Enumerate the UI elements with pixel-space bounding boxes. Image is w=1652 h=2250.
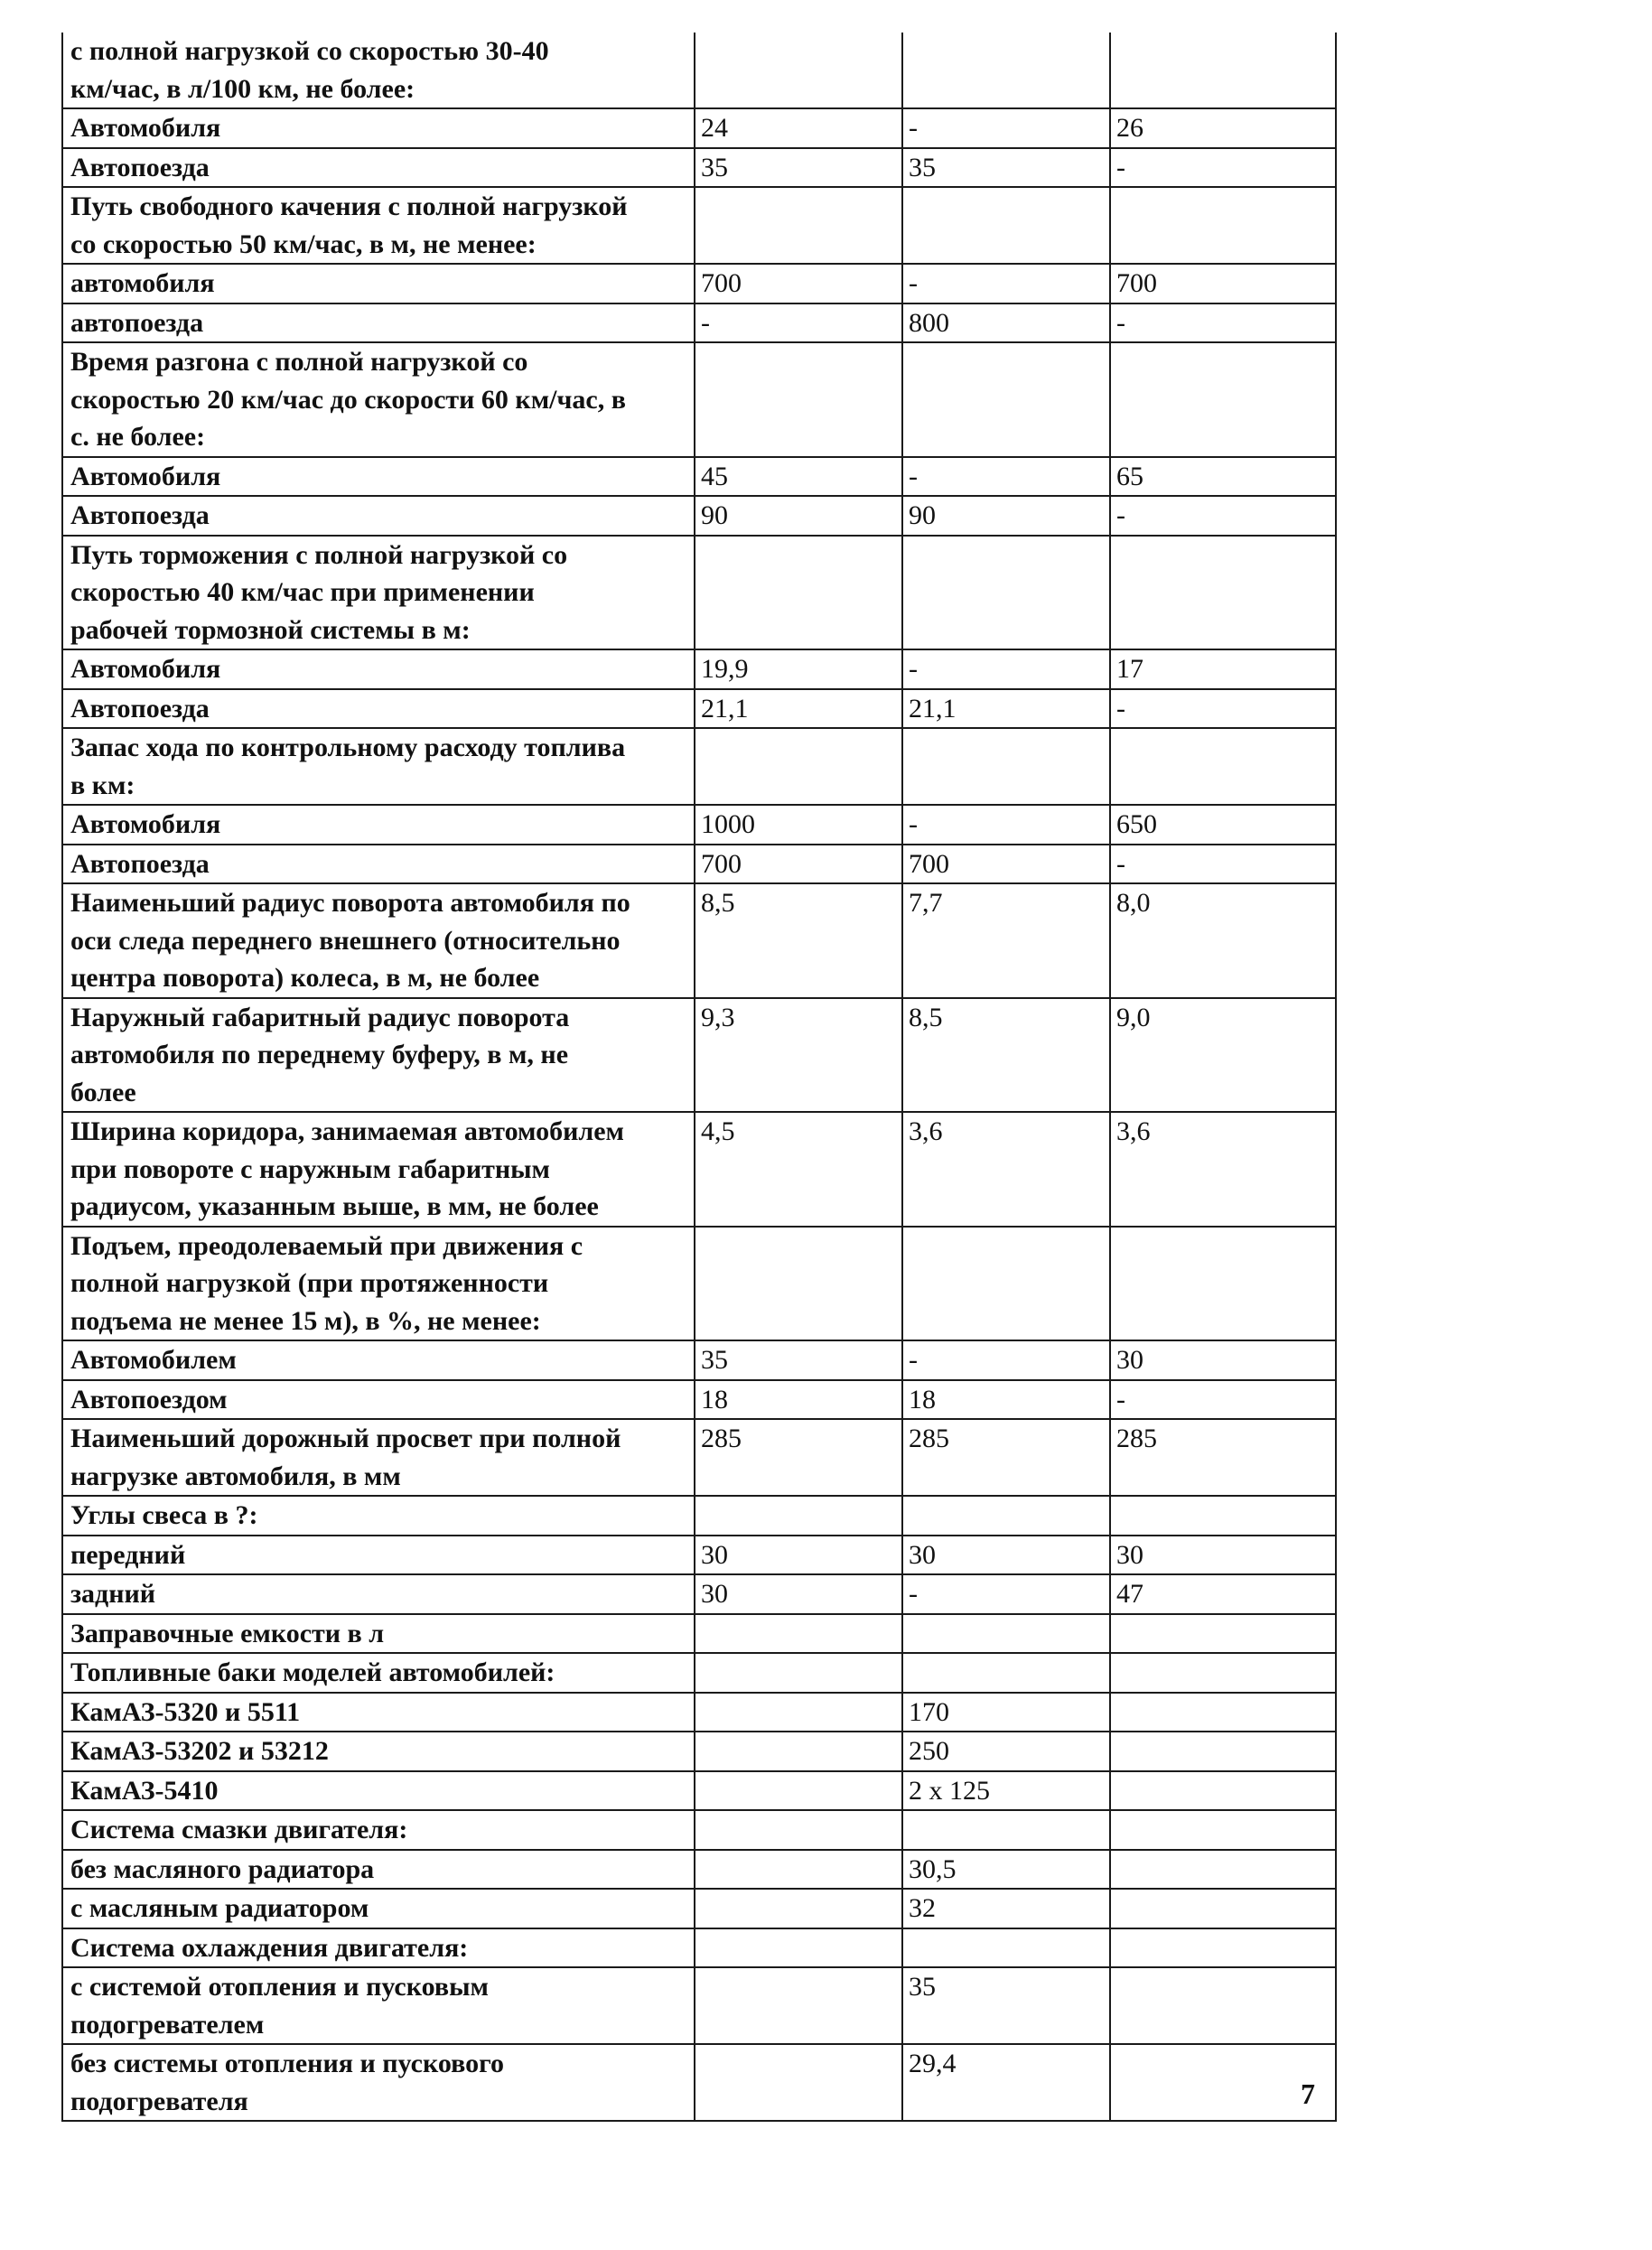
value-column-2: 35 xyxy=(902,1967,1110,2044)
value-column-3 xyxy=(1110,1496,1336,1536)
table-row xyxy=(62,1112,1336,1227)
row-label: КамАЗ-53202 и 53212 xyxy=(62,1732,695,1771)
value-column-1: 700 xyxy=(695,264,902,303)
value-column-3: 8,0 xyxy=(1110,883,1336,998)
row-label: КамАЗ-5410 xyxy=(62,1771,695,1811)
row-label: Автомобиля xyxy=(62,457,695,497)
row-label: с системой отопления и пусковым подогревателем xyxy=(62,1967,695,2044)
value-column-2: 170 xyxy=(902,1693,1110,1732)
value-column-2 xyxy=(902,1810,1110,1850)
value-column-1 xyxy=(695,1227,902,1341)
value-column-1 xyxy=(695,187,902,264)
value-column-1: 35 xyxy=(695,148,902,188)
value-column-1: 21,1 xyxy=(695,689,902,729)
value-column-3: 26 xyxy=(1110,108,1336,148)
table-row xyxy=(62,1928,1336,1968)
value-column-2: 21,1 xyxy=(902,689,1110,729)
row-label: автомобиля xyxy=(62,264,695,303)
row-label: Ширина коридора, занимаемая автомобилем при повороте с наружным габаритным радиусом, указанным выше, в мм, не более xyxy=(62,1112,695,1227)
value-column-1: 45 xyxy=(695,457,902,497)
table-row xyxy=(62,1693,1336,1732)
value-column-3: - xyxy=(1110,303,1336,343)
value-column-3 xyxy=(1110,1732,1336,1771)
value-column-2: - xyxy=(902,1340,1110,1380)
row-label: Путь торможения с полной нагрузкой со скоростью 40 км/час при применении рабочей тормозной системы в м: xyxy=(62,536,695,650)
value-column-2 xyxy=(902,1496,1110,1536)
value-column-3: 3,6 xyxy=(1110,1112,1336,1227)
value-column-2: 35 xyxy=(902,148,1110,188)
value-column-3 xyxy=(1110,1889,1336,1928)
value-column-1 xyxy=(695,1889,902,1928)
value-column-3: 9,0 xyxy=(1110,998,1336,1113)
value-column-3: - xyxy=(1110,689,1336,729)
value-column-1 xyxy=(695,728,902,805)
value-column-3 xyxy=(1110,1967,1336,2044)
value-column-2: 250 xyxy=(902,1732,1110,1771)
value-column-1: 19,9 xyxy=(695,649,902,689)
value-column-1: 90 xyxy=(695,496,902,536)
table-row xyxy=(62,1496,1336,1536)
table-row xyxy=(62,1850,1336,1890)
value-column-3 xyxy=(1110,1810,1336,1850)
value-column-2: - xyxy=(902,1574,1110,1614)
table-row xyxy=(62,1614,1336,1654)
value-column-1: 700 xyxy=(695,845,902,884)
value-column-3: 285 xyxy=(1110,1419,1336,1496)
table-row xyxy=(62,728,1336,805)
table-row xyxy=(62,1380,1336,1420)
table-row xyxy=(62,883,1336,998)
value-column-1: 285 xyxy=(695,1419,902,1496)
table-row xyxy=(62,1967,1336,2044)
value-column-2: 800 xyxy=(902,303,1110,343)
value-column-2 xyxy=(902,342,1110,457)
value-column-3 xyxy=(1110,1227,1336,1341)
value-column-2: 29,4 xyxy=(902,2044,1110,2121)
value-column-1 xyxy=(695,1850,902,1890)
value-column-1: 9,3 xyxy=(695,998,902,1113)
value-column-1 xyxy=(695,1693,902,1732)
value-column-2 xyxy=(902,536,1110,650)
row-label: Автопоезда xyxy=(62,148,695,188)
value-column-3: 30 xyxy=(1110,1340,1336,1380)
value-column-3 xyxy=(1110,728,1336,805)
table-row xyxy=(62,1574,1336,1614)
value-column-1 xyxy=(695,342,902,457)
value-column-2 xyxy=(902,1614,1110,1654)
row-label: Автомобиля xyxy=(62,649,695,689)
row-label: Подъем, преодолеваемый при движения с полной нагрузкой (при протяженности подъема не менее 15 м), в %, не менее: xyxy=(62,1227,695,1341)
value-column-1 xyxy=(695,1614,902,1654)
value-column-3: - xyxy=(1110,496,1336,536)
value-column-3 xyxy=(1110,1850,1336,1890)
value-column-1: 35 xyxy=(695,1340,902,1380)
row-label: задний xyxy=(62,1574,695,1614)
table-row xyxy=(62,33,1336,108)
value-column-3: 17 xyxy=(1110,649,1336,689)
table-row xyxy=(62,187,1336,264)
value-column-2: - xyxy=(902,805,1110,845)
value-column-1 xyxy=(695,2044,902,2121)
row-label: Время разгона с полной нагрузкой со скоростью 20 км/час до скорости 60 км/час, в с. не более: xyxy=(62,342,695,457)
row-label: Автопоезда xyxy=(62,496,695,536)
row-label: Заправочные емкости в л xyxy=(62,1614,695,1654)
value-column-3 xyxy=(1110,1653,1336,1693)
table-row xyxy=(62,148,1336,188)
table-row xyxy=(62,536,1336,650)
value-column-2: - xyxy=(902,264,1110,303)
table-row xyxy=(62,689,1336,729)
row-label: Наружный габаритный радиус поворота автомобиля по переднему буферу, в м, не более xyxy=(62,998,695,1113)
value-column-3: - xyxy=(1110,1380,1336,1420)
value-column-2: 7,7 xyxy=(902,883,1110,998)
value-column-3 xyxy=(1110,187,1336,264)
value-column-3 xyxy=(1110,33,1336,108)
row-label: Автопоездом xyxy=(62,1380,695,1420)
row-label: с масляным радиатором xyxy=(62,1889,695,1928)
value-column-2 xyxy=(902,1653,1110,1693)
specifications-table-body xyxy=(62,33,1336,2121)
row-label: Система охлаждения двигателя: xyxy=(62,1928,695,1968)
value-column-1: 4,5 xyxy=(695,1112,902,1227)
value-column-1: - xyxy=(695,303,902,343)
table-row xyxy=(62,1340,1336,1380)
row-label: Система смазки двигателя: xyxy=(62,1810,695,1850)
table-row xyxy=(62,998,1336,1113)
row-label: без системы отопления и пускового подогревателя xyxy=(62,2044,695,2121)
row-label: Автомобилем xyxy=(62,1340,695,1380)
value-column-1: 8,5 xyxy=(695,883,902,998)
row-label: с полной нагрузкой со скоростью 30-40 км/час, в л/100 км, не более: xyxy=(62,33,695,108)
table-row xyxy=(62,1227,1336,1341)
value-column-1 xyxy=(695,1928,902,1968)
table-row xyxy=(62,342,1336,457)
table-row xyxy=(62,496,1336,536)
row-label: Автомобиля xyxy=(62,805,695,845)
value-column-1 xyxy=(695,33,902,108)
row-label: Автопоезда xyxy=(62,845,695,884)
table-row xyxy=(62,108,1336,148)
value-column-1 xyxy=(695,1967,902,2044)
row-label: Запас хода по контрольному расходу топлива в км: xyxy=(62,728,695,805)
row-label: Автопоезда xyxy=(62,689,695,729)
row-label: Углы свеса в ?: xyxy=(62,1496,695,1536)
value-column-1 xyxy=(695,536,902,650)
value-column-2 xyxy=(902,1227,1110,1341)
value-column-2: 3,6 xyxy=(902,1112,1110,1227)
row-label: Наименьший дорожный просвет при полной нагрузке автомобиля, в мм xyxy=(62,1419,695,1496)
value-column-1 xyxy=(695,1810,902,1850)
value-column-1: 1000 xyxy=(695,805,902,845)
value-column-3 xyxy=(1110,536,1336,650)
table-row xyxy=(62,649,1336,689)
value-column-2: 8,5 xyxy=(902,998,1110,1113)
table-row xyxy=(62,1771,1336,1811)
row-label: Автомобиля xyxy=(62,108,695,148)
value-column-1: 18 xyxy=(695,1380,902,1420)
value-column-2: 90 xyxy=(902,496,1110,536)
value-column-1 xyxy=(695,1771,902,1811)
value-column-2: 30,5 xyxy=(902,1850,1110,1890)
value-column-2: - xyxy=(902,649,1110,689)
value-column-2: 285 xyxy=(902,1419,1110,1496)
value-column-3: 47 xyxy=(1110,1574,1336,1614)
row-label: автопоезда xyxy=(62,303,695,343)
page-number: 7 xyxy=(1301,2077,1315,2110)
value-column-3 xyxy=(1110,342,1336,457)
value-column-2: - xyxy=(902,108,1110,148)
table-row xyxy=(62,303,1336,343)
row-label: передний xyxy=(62,1536,695,1575)
table-row xyxy=(62,264,1336,303)
value-column-2: 18 xyxy=(902,1380,1110,1420)
value-column-3: - xyxy=(1110,845,1336,884)
value-column-2: - xyxy=(902,457,1110,497)
table-row xyxy=(62,805,1336,845)
value-column-3 xyxy=(1110,1928,1336,1968)
value-column-2 xyxy=(902,187,1110,264)
value-column-2: 30 xyxy=(902,1536,1110,1575)
value-column-1: 30 xyxy=(695,1574,902,1614)
table-row xyxy=(62,1732,1336,1771)
value-column-2: 700 xyxy=(902,845,1110,884)
value-column-3: 30 xyxy=(1110,1536,1336,1575)
value-column-1 xyxy=(695,1496,902,1536)
specifications-table xyxy=(61,33,1337,2122)
value-column-2: 2 х 125 xyxy=(902,1771,1110,1811)
value-column-2: 32 xyxy=(902,1889,1110,1928)
value-column-3: 650 xyxy=(1110,805,1336,845)
value-column-3: 65 xyxy=(1110,457,1336,497)
value-column-3: 700 xyxy=(1110,264,1336,303)
value-column-1 xyxy=(695,1732,902,1771)
table-row xyxy=(62,1653,1336,1693)
row-label: КамАЗ-5320 и 5511 xyxy=(62,1693,695,1732)
value-column-2 xyxy=(902,33,1110,108)
row-label: Наименьший радиус поворота автомобиля по оси следа переднего внешнего (относительно центра поворота) колеса, в м, не более xyxy=(62,883,695,998)
row-label: Топливные баки моделей автомобилей: xyxy=(62,1653,695,1693)
table-row xyxy=(62,1810,1336,1850)
value-column-3 xyxy=(1110,1771,1336,1811)
document-page xyxy=(61,33,1335,2122)
table-row xyxy=(62,1419,1336,1496)
value-column-3: - xyxy=(1110,148,1336,188)
row-label: Путь свободного качения с полной нагрузкой со скоростью 50 км/час, в м, не менее: xyxy=(62,187,695,264)
table-row xyxy=(62,1889,1336,1928)
value-column-3 xyxy=(1110,1614,1336,1654)
value-column-1 xyxy=(695,1653,902,1693)
table-row xyxy=(62,1536,1336,1575)
value-column-1: 24 xyxy=(695,108,902,148)
table-row xyxy=(62,457,1336,497)
value-column-2 xyxy=(902,1928,1110,1968)
value-column-3 xyxy=(1110,1693,1336,1732)
value-column-1: 30 xyxy=(695,1536,902,1575)
row-label: без масляного радиатора xyxy=(62,1850,695,1890)
value-column-2 xyxy=(902,728,1110,805)
table-row xyxy=(62,845,1336,884)
table-row xyxy=(62,2044,1336,2121)
